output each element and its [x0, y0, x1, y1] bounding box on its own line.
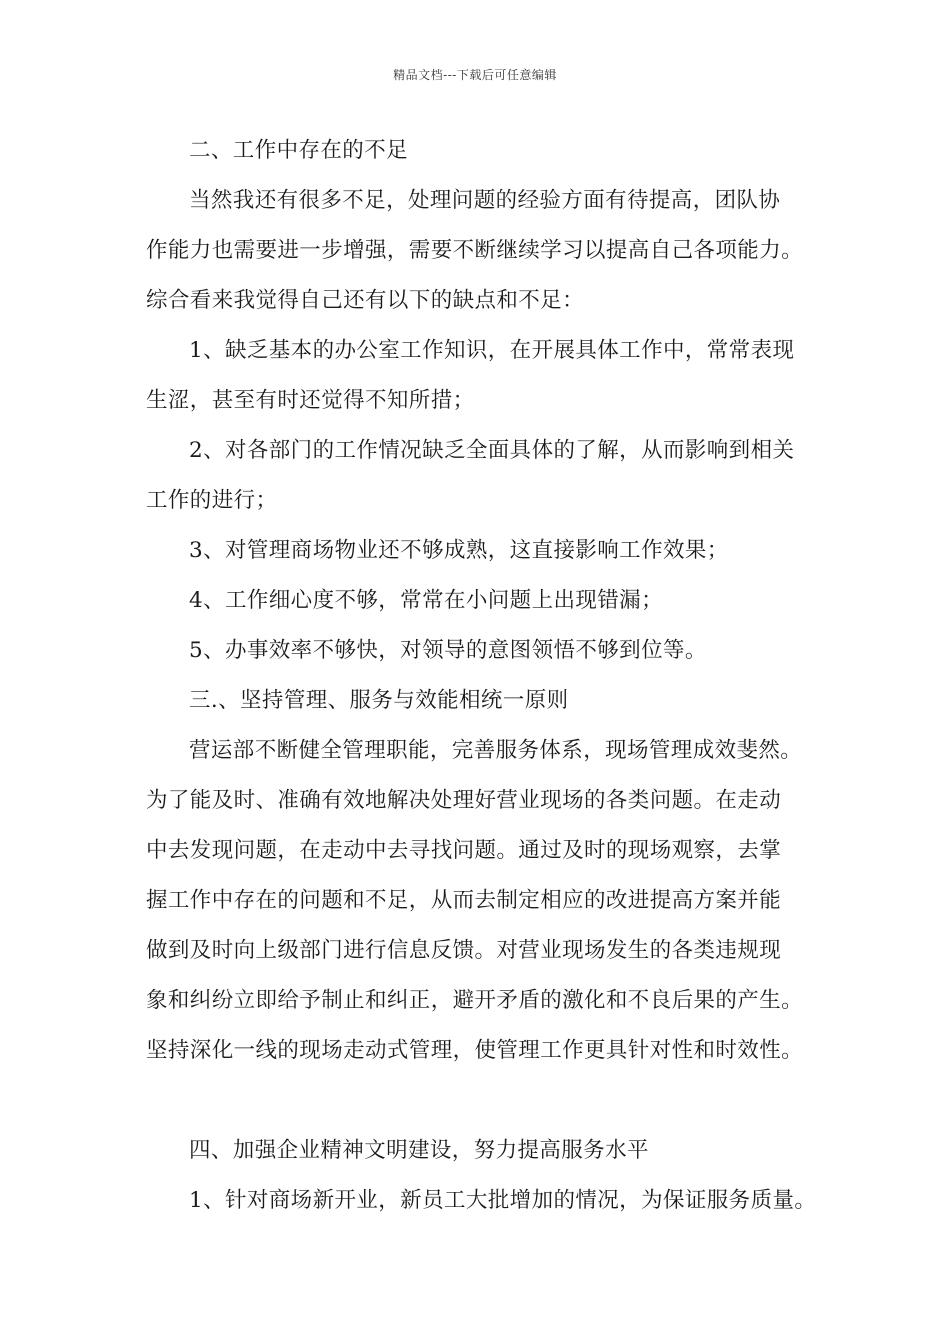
paragraph-line: 握工作中存在的问题和不足，从而去制定相应的改进提高方案并能 [146, 888, 782, 913]
paragraph-line: 做到及时向上级部门进行信息反馈。对营业现场发生的各类违规现 [146, 938, 782, 963]
paragraph-line: 综合看来我觉得自己还有以下的缺点和不足： [146, 288, 585, 313]
list-item-2: 2、对各部门的工作情况缺乏全面具体的了解，从而影响到相关 [189, 438, 795, 463]
paragraph-line: 坚持深化一线的现场走动式管理，使管理工作更具针对性和时效性。 [146, 1038, 804, 1063]
section-heading-2: 二、工作中存在的不足 [189, 138, 409, 163]
paragraph-line: 为了能及时、准确有效地解决处理好营业现场的各类问题。在走动 [146, 788, 782, 813]
paragraph-line: 象和纠纷立即给予制止和纠正，避开矛盾的激化和不良后果的产生。 [146, 988, 804, 1013]
paragraph-line: 营运部不断健全管理职能，完善服务体系，现场管理成效斐然。 [189, 738, 803, 763]
list-item-5: 5、办事效率不够快，对领导的意图领悟不够到位等。 [189, 638, 707, 663]
list-item-4: 4、工作细心度不够，常常在小问题上出现错漏； [189, 588, 663, 613]
list-item-1-cont: 生涩，甚至有时还觉得不知所措； [146, 388, 475, 413]
section-heading-4: 四、加强企业精神文明建设，努力提高服务水平 [189, 1138, 649, 1163]
paragraph-line: 当然我还有很多不足，处理问题的经验方面有待提高，团队协 [189, 188, 781, 213]
list-item-3: 3、对管理商场物业还不够成熟，这直接影响工作效果； [189, 538, 729, 563]
list-item-1: 1、针对商场新开业，新员工大批增加的情况，为保证服务质量。 [189, 1188, 817, 1213]
paragraph-line: 中去发现问题，在走动中去寻找问题。通过及时的现场观察，去掌 [146, 838, 782, 863]
page-header: 精品文档---下载后可任意编辑 [393, 68, 557, 82]
list-item-2-cont: 工作的进行； [146, 488, 278, 513]
paragraph-line: 作能力也需要进一步增强，需要不断继续学习以提高自己各项能力。 [146, 238, 804, 263]
section-heading-3: 三.、坚持管理、服务与效能相统一原则 [189, 688, 569, 713]
list-item-1: 1、缺乏基本的办公室工作知识，在开展具体工作中，常常表现 [189, 338, 795, 363]
